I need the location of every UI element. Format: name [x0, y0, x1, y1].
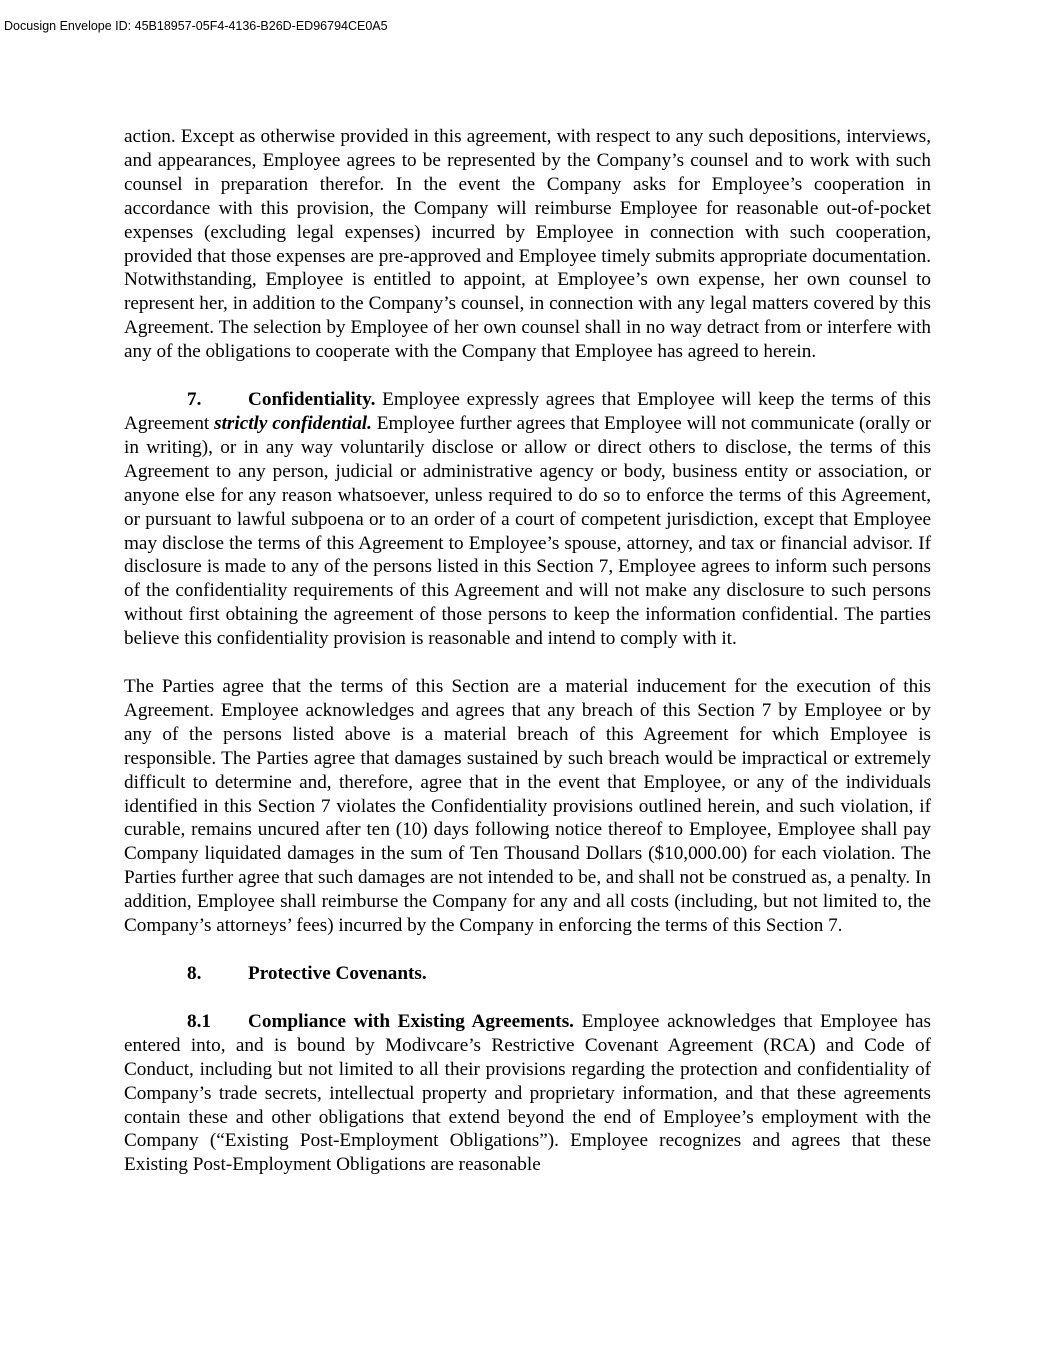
section-7-confidentiality	[124, 388, 931, 651]
paragraph-material-inducement: The Parties agree that the terms of this Section are a material inducement for the execution of this Agreement. Employee acknowledges and agrees that any breach of this Section 7 by Employee or by any of the persons listed above is a material breach of this Agreement for which Employee is responsible. The Parties agree that damages sustained by such breach would be impractical or extremely difficult to determine and, therefore, agree that in the event that Employee, or any of the individuals identified in this Section 7 violates the Confidentiality provisions outlined herein, and such violation, if curable, remains uncured after ten (10) days following notice thereof to Employee, Employee shall pay Company liquidated damages in the sum of Ten Thousand Dollars ($10,000.00) for each violation. The Parties further agree that such damages are not intended to be, and shall not be construed as, a penalty. In addition, Employee shall reimburse the Company for any and all costs (including, but not limited to, the Company’s attorneys’ fees) incurred by the Company in enforcing the terms of this Section 7.	[124, 676, 931, 937]
section-8-number: 8.	[187, 963, 202, 984]
section-8-heading	[124, 962, 931, 986]
docusign-envelope-id: Docusign Envelope ID: 45B18957-05F4-4136-B26D-ED96794CE0A5	[4, 19, 388, 33]
section-8-1-number: 8.1	[187, 1010, 211, 1032]
section-7-title: Confidentiality.	[248, 389, 376, 411]
section-8-1-text: Employee acknowledges that Employee has entered into, and is bound by Modivcare’s Restrictive Covenant Agreement (RCA) and Code of Conduct, including but not limited to all their provisions regarding the protection and confidentiality of Company’s trade secrets, intellectual property and proprietary information, and that these agreements contain these and other obligations that extend beyond the end of Employee’s employment with the Company (“Existing Post-Employment Obligations”). Employee recognizes and agrees that these Existing Post-Employment Obligations are reasonable	[124, 1010, 932, 1176]
section-8-1-existing-agreements	[124, 1010, 931, 1177]
document-body	[124, 125, 931, 1177]
section-8-title: Protective Covenants.	[248, 963, 427, 984]
paragraph-cooperation: action. Except as otherwise provided in this agreement, with respect to any such depositions, interviews, and appearances, Employee agrees to be represented by the Company’s counsel and to work with such counsel in preparation therefor. In the event the Company asks for Employee’s cooperation in accordance with this provision, the Company will reimburse Employee for reasonable out-of-pocket expenses (excluding legal expenses) incurred by Employee in connection with such cooperation, provided that those expenses are pre-approved and Employee timely submits appropriate documentation. Notwithstanding, Employee is entitled to appoint, at Employee’s own expense, her own counsel to represent her, in addition to the Company’s counsel, in connection with any legal matters covered by this Agreement. The selection by Employee of her own counsel shall in no way detract from or interfere with any of the obligations to cooperate with the Company that Employee has agreed to herein.	[124, 126, 931, 363]
section-8-1-title: Compliance with Existing Agreements.	[248, 1010, 574, 1032]
section-7-number: 7.	[187, 389, 202, 411]
section-7-text-a: Employee expressly agrees that Employee will keep the terms of this Agreement	[124, 389, 931, 434]
section-7-text-b: Employee further agrees that Employee will not communicate (orally or in writing), or in any way voluntarily disclose or allow or direct others to disclose, the terms of this Agreement to any person, judicial or administrative agency or body, business entity or association, or anyone else for any reason whatsoever, unless required to do so to enforce the terms of this Agreement, or pursuant to lawful subpoena or to an order of a court of competent jurisdiction, except that Employee may disclose the terms of this Agreement to Employee’s spouse, attorney, and tax or financial advisor. If disclosure is made to any of the persons listed in this Section 7, Employee agrees to inform such persons of the confidentiality requirements of this Agreement and will not make any disclosure to such persons without first obtaining the agreement of those persons to keep the information confidential. The parties believe this confidentiality provision is reasonable and intend to comply with it.	[124, 412, 931, 650]
section-7-emphasis: strictly confidential.	[214, 412, 372, 434]
